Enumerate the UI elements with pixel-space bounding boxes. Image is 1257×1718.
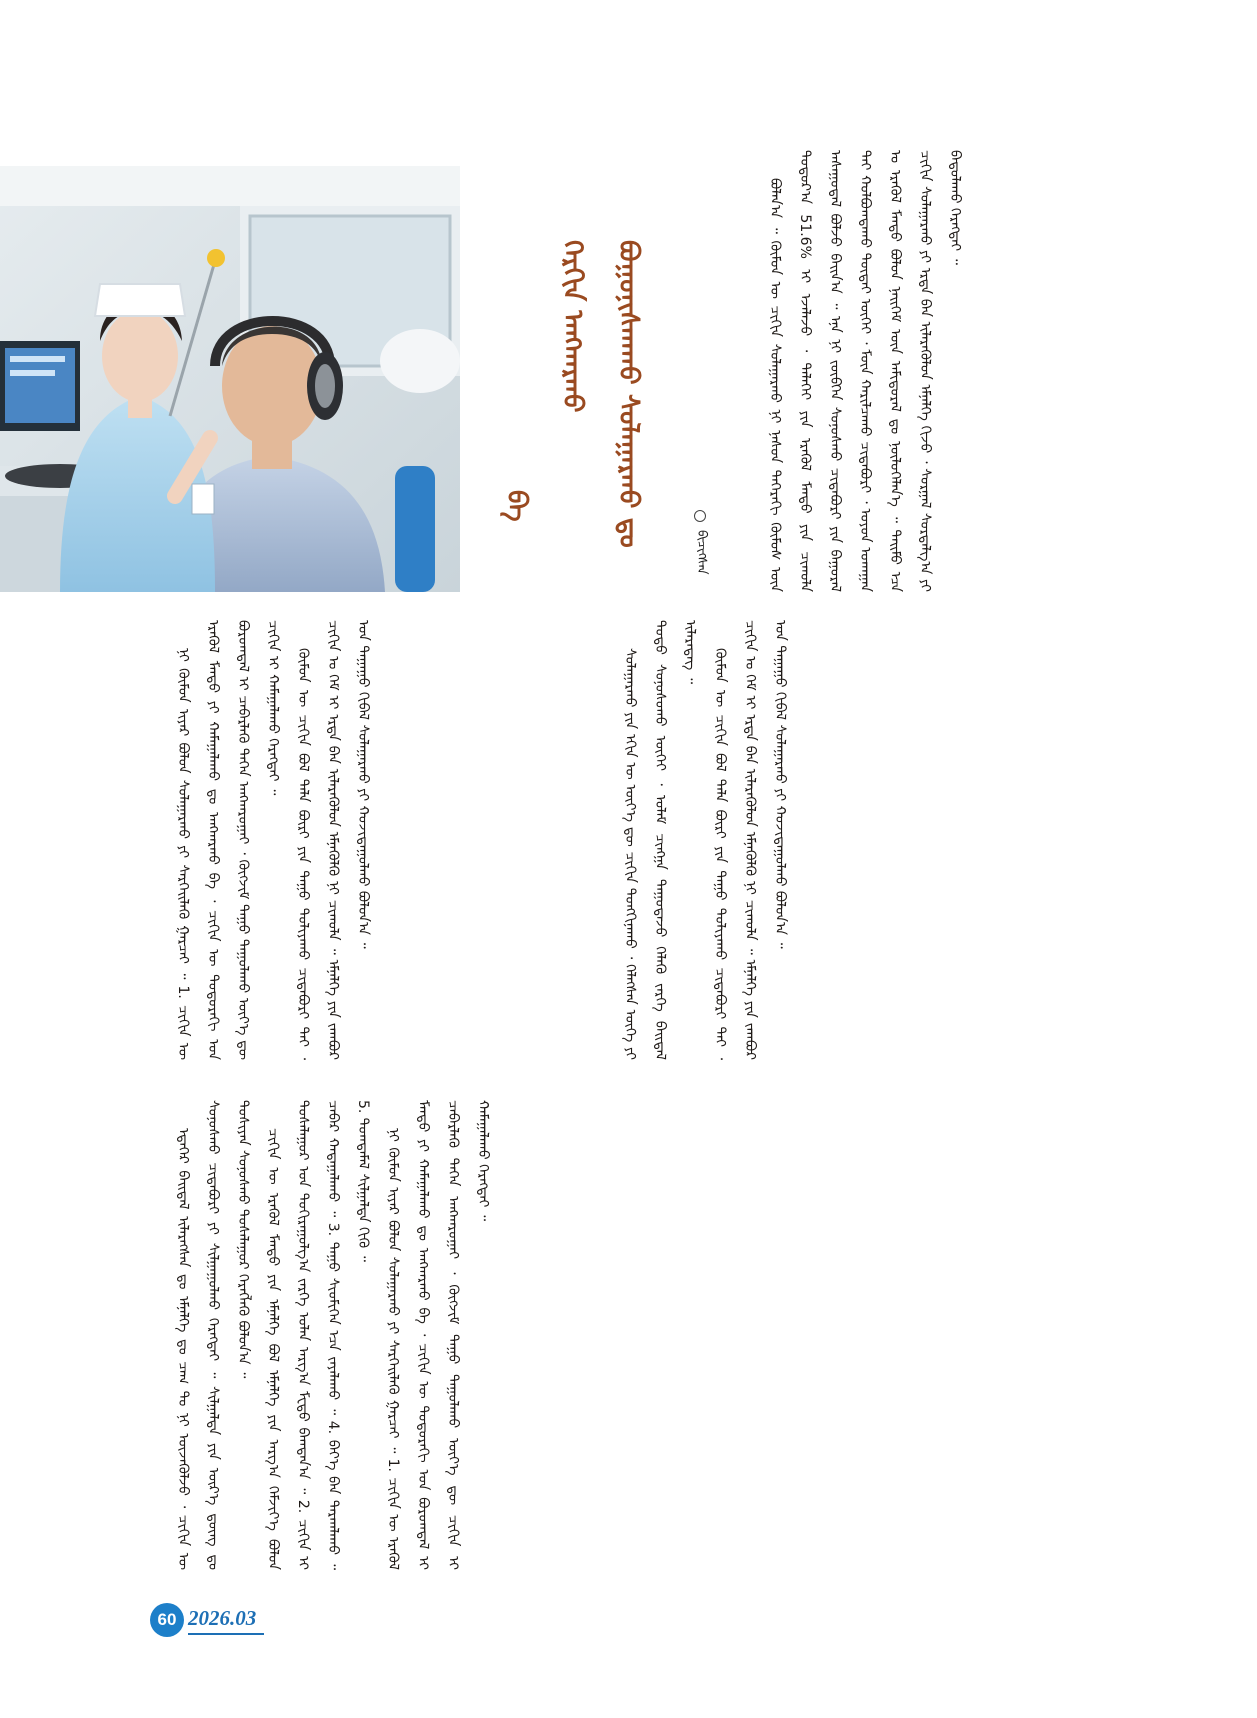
paragraph: ᠨᠢ ᠬᠦᠮᠦᠨ ᠢᠶᠠᠷ ᠪᠤᠯᠤᠨ ᠰᠤᠯᠠᠭᠠᠷᠬᠤ ᠶᠢ ᠰᠡᠷᠭᠡᠢᠯᠡᠬᠦ ᠭᠠᠷᠴᠠᠢ ᠃ 1. ᠴᠢᠬᠢᠨ ᠦ ᠡᠷᠡᠭᠦᠯ ᠮᠡᠨᠳᠦ ᠶᠢ ᠬᠠᠮᠠᠭᠠᠯᠠᠬᠤ ᠳᠤ ᠠᠩᠬᠠᠷᠬᠤ ᠪᠠ ᠂ ᠴᠢᠬᠢᠨ ᠦ ᠳᠣᠲᠣᠷᠠᠬᠢ ᠡᠳ ᠪᠣᠷᠣᠭᠳᠠᠯ ᠢ ᠴᠡᠪᠡᠷᠯᠡᠬᠦ ᠳᠡᠭᠡᠨ ᠠᠩᠬᠠᠷᠤᠭᠠᠢ ᠂ ᠬᠥᠭᠵᠢᠮ ᠳᠠᠭᠤ ᠳᠠᠭᠤᠯᠠᠬᠤ ᠦᠶ᠎ᠡ ᠳᠦ ᠴᠢᠬᠢᠨ ᠢ ᠬᠠᠮᠠᠭᠠᠯᠠᠬᠤ ᠬᠡᠷᠡᠭᠲᠡᠢ ᠃ — [385, 1100, 491, 1570]
body-column-1 — [168, 620, 608, 1060]
hearing-test-photo — [0, 166, 460, 592]
author-name: ᠪᠢᠴᠢᠭᠰᠡᠨ — [694, 530, 709, 575]
paragraph: ᠴᠢᠬᠢᠨ ᠦ ᠡᠷᠡᠭᠦᠯ ᠮᠡᠨᠳᠦ ᠶᠢᠨ ᠡᠮᠨᠡᠯᠭᠡ ᠪᠣᠯ ᠡᠮᠨᠡᠯᠭᠡ ᠶᠢᠨ ᠠᠷᠭ᠎ᠠ ᠬᠡᠮᠵᠢᠶ᠎ᠡ ᠪᠣᠯᠤᠨ ᠲᠤᠰᠠᠯᠠᠭᠤᠷ ᠤᠨ ᠲᠣᠬᠢᠷᠠᠭᠤᠯᠭ᠎ᠠ ᠵᠡᠷᠭᠡ ᠣᠯᠠᠨ ᠠᠷᠭ᠎ᠠ ᠮᠸᠳᠦ ᠪᠠᠭᠲᠠᠨ᠎ᠠ ᠃ 2. ᠴᠢᠬᠢᠨ ᠢ ᠴᠡᠪᠡᠷ ᠬᠠᠳᠠᠭᠠᠯᠠᠬᠤ ᠃ 3. ᠳᠠᠭᠤ ᠰᠢᠤᠮᠢᠭᠡᠨ ᠡᠴᠡ ᠵᠠᠶᠠᠯᠠᠬᠤ ᠃ 4. ᠪᠡᠶ᠎ᠡ ᠪᠡᠨ ᠳᠠᠷᠬᠠᠯᠠᠬᠤ ᠃ 5. ᠲᠣᠭᠲᠠᠮᠠᠯ ᠰᠢᠯᠭᠠᠯᠲᠠ ᠬᠢᠬᠦ ᠃ — [265, 1100, 371, 1570]
title-line-1: ᠪᠣᠭᠣᠨᠢᠰᠬᠠᠬᠤ ᠰᠤᠯᠠᠭᠠᠷᠬᠤ ᠳᠤ — [613, 240, 644, 548]
paragraph: ᠡᠳᠡᠭᠡᠷ ᠪᠠᠢᠳᠠᠯ ᠢᠯᠡᠷᠡᠭᠰᠡᠨ ᠳᠤ ᠡᠮᠨᠡᠯᠭᠡ ᠳᠤ ᠴᠠᠭ ᠲᠤ ᠨᠢ ᠦᠵᠡᠭᠦᠯᠵᠦ ᠂ ᠴᠢᠬᠢᠨ ᠦ ᠰᠣᠨᠤᠰᠬᠤ ᠴᠢᠳᠠᠪᠤᠷᠢ ᠶᠢ ᠰᠢᠯᠭᠠᠭᠤᠯᠬᠤ ᠬᠡᠷᠡᠭᠲᠡᠢ ᠃ ᠰᠢᠯᠭᠠᠯᠲᠠ ᠶᠢᠨ ᠦᠷ᠎ᠡ ᠳ᠋ᠦᠩ ᠳᠤ ᠲᠤᠰᠢᠶᠠᠨ ᠰᠣᠨᠤᠰᠬᠤ ᠲᠤᠰᠠᠯᠠᠭᠤᠷ ᠬᠡᠷᠡᠭᠯᠡᠬᠦ ᠪᠣᠯᠤᠨ᠎ᠠ ᠃ — [175, 1100, 251, 1570]
intro-paragraph: ᠪᠣᠯᠠᠨ᠎ᠠ ᠃ ᠬᠦᠮᠦᠨ ᠦ ᠴᠢᠬᠢᠨ ᠰᠤᠯᠠᠭᠠᠷᠬᠤ ᠨᠢ ᠨᠠᠰᠤᠨ ᠳᠡᠭᠡᠷᠡᠬᠢ ᠬᠦᠮᠦᠰ ᠦᠨ ᠳᠤᠳᠤᠷ᠎ᠠ 51.6% ᠢ ᠡᠵᠡᠯᠡᠵᠦ ᠂ ᠳᠡᠯᠡᠬᠡᠢ ᠶᠢᠨ ᠡᠷᠡᠭᠦᠯ ᠮᠡᠨᠳᠦ ᠶᠢᠨ ᠴᠢᠬᠤᠯᠠ ᠠᠰᠠᠭᠤᠳᠠᠯ ᠪᠣᠯᠵᠤ ᠪᠠᠢᠨ᠎ᠠ ᠃ ᠡᠨᠡ ᠨᠢ ᠵᠥᠪᠬᠡᠨ ᠰᠣᠨᠤᠰᠬᠤ ᠴᠢᠳᠠᠪᠤᠷᠢ ᠶᠢᠨ ᠪᠠᠭᠤᠷᠠᠯ ᠲᠠᠢ ᠬᠣᠯᠪᠣᠭᠳᠠᠬᠤ ᠲᠦᠳᠡᠶ ᠦᠭᠡᠢ ᠂ ᠮᠥᠨ ᠬᠠᠷᠢᠯᠴᠠᠬᠤ ᠴᠢᠳᠠᠪᠤᠷᠢ ᠂ ᠤᠶᠤᠨ ᠤᠬᠠᠭᠠᠨ ᠤ ᠡᠷᠡᠭᠦᠯ ᠮᠡᠨᠳᠦ ᠪᠣᠯᠣᠨ ᠨᠡᠢᠭᠡᠮ ᠦᠨ ᠠᠮᠢᠳᠤᠷᠠᠯ ᠳᠤ ᠨᠥᠯᠦᠭᠡᠯᠡᠨ᠎ᠡ ᠃ ᠲᠡᠢᠮᠦ ᠡᠴᠡ ᠴᠢᠬᠢᠨ ᠰᠤᠯᠠᠭᠠᠷᠬᠤ ᠶᠢ ᠡᠷᠲᠡ ᠪᠡᠨ ᠢᠯᠡᠷᠡᠬᠦᠯᠦᠨ ᠡᠮᠨᠡᠯᠭᠡ ᠬᠢᠵᠦ ᠂ ᠰᠤᠷᠭᠠᠯ ᠰᠤᠷᠳᠠᠯᠭ᠎ᠠ ᠶᠢ ᠪᠠᠲᠤᠯᠠᠬᠤ ᠬᠡᠷᠡᠭᠲᠡᠢ ᠃ — [767, 150, 963, 592]
body-column-3 — [168, 1100, 1205, 1570]
body-column-2 — [615, 620, 1205, 1060]
paragraph: ᠬᠦᠮᠦᠨ ᠦ ᠴᠢᠬᠢᠨ ᠪᠣᠯ ᠲᠠᠯᠠ ᠪᠦᠷᠢ ᠶᠢᠨ ᠳᠠᠭᠤ ᠳᠤᠯᠢᠶᠠᠬᠤ ᠴᠢᠳᠠᠪᠤᠷᠢ ᠲᠠᠢ ᠂ ᠴᠢᠬᠢᠨ ᠤ ᠭᠡᠮ ᠢ ᠡᠷᠲᠡ ᠪᠡᠨ ᠢᠯᠡᠷᠡᠬᠦᠯᠦᠨ ᠡᠮᠨᠡᠭᠦᠯᠬᠦ ᠨᠢ ᠴᠢᠬᠤᠯᠠ ᠃ ᠡᠮᠨᠡᠯᠭᠡ ᠶᠢᠨ ᠵᠠᠭᠪᠤᠷ ᠤᠨ ᠳᠠᠭᠠᠭᠤ ᠬᠢᠪᠡᠯ ᠰᠤᠯᠠᠭᠠᠷᠬᠤ ᠶᠢ ᠬᠣᠵᠢᠳᠠᠭᠤᠯᠬᠤ ᠪᠣᠯᠤᠨ᠎ᠠ ᠃ — [295, 620, 371, 1060]
author-bullet-icon — [694, 510, 706, 522]
page-number: 60 — [150, 1603, 184, 1637]
paragraph: ᠬᠦᠮᠦᠨ ᠦ ᠴᠢᠬᠢᠨ ᠪᠣᠯ ᠲᠠᠯᠠ ᠪᠦᠷᠢ ᠶᠢᠨ ᠳᠠᠭᠤ ᠳᠤᠯᠢᠶᠠᠬᠤ ᠴᠢᠳᠠᠪᠤᠷᠢ ᠲᠠᠢ ᠂ ᠴᠢᠬᠢᠨ ᠤ ᠭᠡᠮ ᠢ ᠡᠷᠲᠡ ᠪᠡᠨ ᠢᠯᠡᠷᠡᠬᠦᠯᠦᠨ ᠡᠮᠨᠡᠭᠦᠯᠬᠦ ᠨᠢ ᠴᠢᠬᠤᠯᠠ ᠃ ᠡᠮᠨᠡᠯᠭᠡ ᠶᠢᠨ ᠵᠠᠭᠪᠤᠷ ᠤᠨ ᠳᠠᠭᠠᠭᠤ ᠬᠢᠪᠡᠯ ᠰᠤᠯᠠᠭᠠᠷᠬᠤ ᠶᠢ ᠬᠣᠵᠢᠳᠠᠭᠤᠯᠬᠤ ᠪᠣᠯᠤᠨ᠎ᠠ ᠃ — [712, 620, 788, 1060]
title-line-2: ᠬᠡᠷᠬᠢᠨ ᠠᠩᠬᠠᠷᠬᠤ — [557, 240, 588, 413]
footer-underline — [188, 1633, 264, 1635]
intro-text — [760, 150, 1205, 592]
title-line-3: ᠪᠡ — [501, 490, 532, 522]
paragraph: ᠨᠢ ᠬᠦᠮᠦᠨ ᠢᠶᠠᠷ ᠪᠤᠯᠤᠨ ᠰᠤᠯᠠᠭᠠᠷᠬᠤ ᠶᠢ ᠰᠡᠷᠭᠡᠢᠯᠡᠬᠦ ᠭᠠᠷᠴᠠᠢ ᠃ 1. ᠴᠢᠬᠢᠨ ᠦ ᠡᠷᠡᠭᠦᠯ ᠮᠡᠨᠳᠦ ᠶᠢ ᠬᠠᠮᠠᠭᠠᠯᠠᠬᠤ ᠳᠤ ᠠᠩᠬᠠᠷᠬᠤ ᠪᠠ ᠂ ᠴᠢᠬᠢᠨ ᠦ ᠳᠣᠲᠣᠷᠠᠬᠢ ᠡᠳ ᠪᠣᠷᠣᠭᠳᠠᠯ ᠢ ᠴᠡᠪᠡᠷᠯᠡᠬᠦ ᠳᠡᠭᠡᠨ ᠠᠩᠬᠠᠷᠤᠭᠠᠢ ᠂ ᠬᠥᠭᠵᠢᠮ ᠳᠠᠭᠤ ᠳᠠᠭᠤᠯᠠᠬᠤ ᠦᠶ᠎ᠡ ᠳᠦ ᠴᠢᠬᠢᠨ ᠢ ᠬᠠᠮᠠᠭᠠᠯᠠᠬᠤ ᠬᠡᠷᠡᠭᠲᠡᠢ ᠃ — [175, 620, 281, 1060]
issue-date: 2026.03 — [188, 1606, 257, 1630]
paragraph: ᠰᠤᠯᠠᠭᠠᠷᠬᠤ ᠶᠢᠨ ᠡᠬᠢᠨ ᠦ ᠦᠶ᠎ᠡ ᠳᠦ ᠴᠢᠬᠢᠨ ᠳᠤᠩᠭᠢᠨᠠᠬᠤ ᠂ ᠬᠡᠯᠡᠭᠰᠡᠨ ᠦᠭᠡ ᠶᠢ ᠲᠣᠳᠤ ᠰᠣᠨᠤᠰᠤᠬᠤ ᠦᠭᠡᠢ ᠂ ᠤᠯᠠᠮ ᠴᠢᠩᠭᠠ ᠳᠠᠭᠤᠳᠠᠵᠤ ᠬᠡᠯᠡᠬᠦ ᠵᠡᠷᠭᠡ ᠪᠠᠢᠳᠠᠯ ᠢᠯᠡᠷᠡᠳᠡᠭ ᠃ — [622, 620, 698, 1060]
